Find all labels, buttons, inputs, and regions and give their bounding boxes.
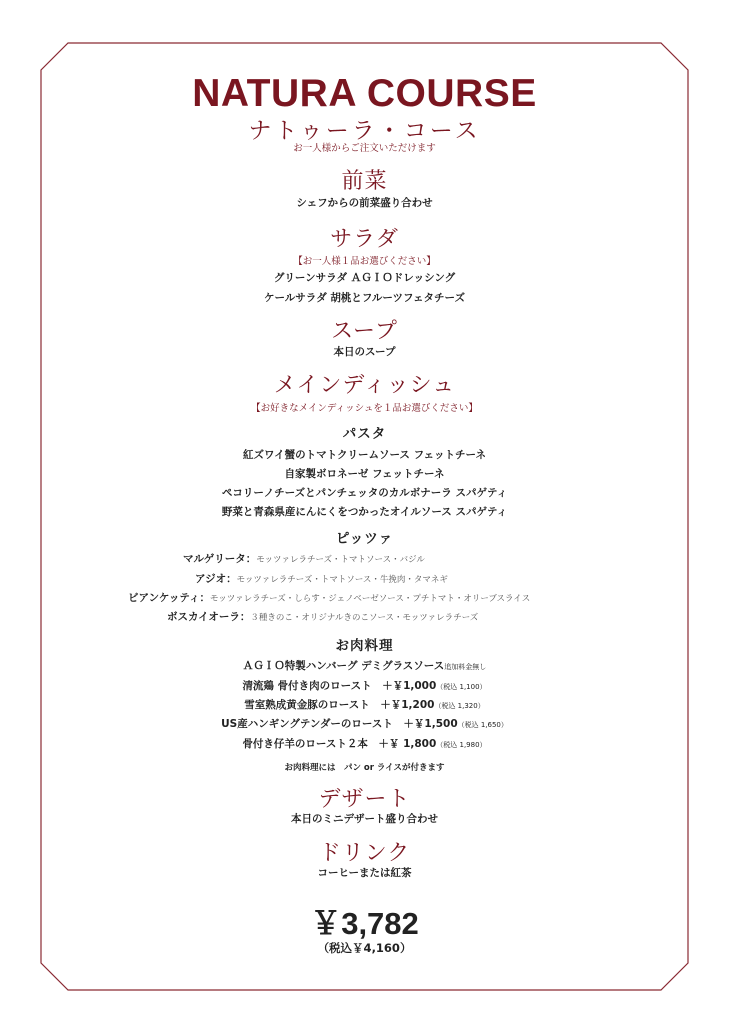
salad-item: ケールサラダ 胡桃とフルーツフェタチーズ xyxy=(264,292,465,304)
pasta-item: 紅ズワイ蟹のトマトクリームソース フェットチーネ xyxy=(242,449,487,461)
appetizer-heading: 前菜 xyxy=(341,169,388,194)
pizza-item xyxy=(167,609,478,624)
main-dish-note: 【お好きなメインディッシュを１品お選びください】 xyxy=(251,403,478,414)
pizza-desc: モッツァレラチーズ・トマトソース・牛挽肉・タマネギ xyxy=(236,575,448,585)
pizza-name: マルゲリータ： xyxy=(183,553,257,565)
salad-note: 【お一人様１品お選びください】 xyxy=(293,256,436,267)
meat-name: 清流鶏 骨付き肉のロースト ＋￥1,000 xyxy=(242,680,437,692)
pizza-desc: モッツァレラチーズ・しらす・ジェノベーゼソース・プチトマト・オリーブスライス xyxy=(210,594,531,604)
pizza-name: ボスカイオーラ： xyxy=(167,611,251,623)
meat-extra: 追加料金無し xyxy=(444,663,487,671)
pasta-item: ペコリーノチーズとパンチェッタのカルボナーラ スパゲティ xyxy=(221,487,508,499)
pizza-item xyxy=(195,571,448,586)
pizza-desc: ３種きのこ・オリジナルきのこソース・モッツァレラチーズ xyxy=(250,613,479,623)
meat-extra: （税込 1,100） xyxy=(436,683,487,691)
meat-name: US産ハンギングテンダーのロースト ＋￥1,500 xyxy=(221,718,458,730)
course-title: NATURA COURSE xyxy=(192,72,537,115)
meat-extra: （税込 1,320） xyxy=(434,702,485,710)
meat-note: お肉料理には パン or ライスが付きます xyxy=(284,763,445,773)
main-dish-heading: メインディッシュ xyxy=(273,373,456,398)
pizza-desc: モッツァレラチーズ・トマトソース・バジル xyxy=(256,555,425,565)
drink-heading: ドリンク xyxy=(318,841,411,866)
pizza-heading: ピッツァ xyxy=(335,531,394,547)
dessert-heading: デザート xyxy=(318,787,411,812)
order-note: お一人様からご注文いただけます xyxy=(293,143,436,154)
soup-heading: スープ xyxy=(331,319,398,344)
meat-item xyxy=(0,736,729,751)
meat-item xyxy=(0,658,729,673)
salad-item: グリーンサラダ ＡＧＩＯドレッシング xyxy=(273,272,456,284)
pizza-name: ビアンケッティ： xyxy=(128,592,211,604)
pizza-item xyxy=(183,551,425,566)
course-price-tax: （税込￥4,160） xyxy=(317,941,412,955)
pizza-name: アジオ： xyxy=(195,573,237,585)
pasta-heading: パスタ xyxy=(342,426,387,442)
meat-item xyxy=(0,697,729,712)
soup-item: 本日のスープ xyxy=(333,346,396,358)
meat-heading: お肉料理 xyxy=(335,638,394,654)
meat-name: 骨付き仔羊のロースト２本 ＋￥ 1,800 xyxy=(242,738,437,750)
meat-item xyxy=(0,678,729,693)
meat-name: 雪室熟成黄金豚のロースト ＋￥1,200 xyxy=(244,699,435,711)
appetizer-item: シェフからの前菜盛り合わせ xyxy=(296,197,433,209)
dessert-item: 本日のミニデザート盛り合わせ xyxy=(291,813,438,825)
meat-name: ＡＧＩＯ特製ハンバーグ デミグラスソース xyxy=(242,660,445,672)
drink-item: コーヒーまたは紅茶 xyxy=(317,867,412,879)
salad-heading: サラダ xyxy=(330,227,399,252)
meat-extra: （税込 1,980） xyxy=(436,741,487,749)
pasta-item: 自家製ボロネーゼ フェットチーネ xyxy=(284,468,445,480)
course-subtitle: ナトゥーラ・コース xyxy=(248,118,481,144)
meat-item xyxy=(0,716,729,731)
pasta-item: 野菜と青森県産にんにくをつかったオイルソース スパゲティ xyxy=(221,506,508,518)
meat-extra: （税込 1,650） xyxy=(457,721,508,729)
pizza-item xyxy=(128,590,530,605)
course-price: ￥3,782 xyxy=(310,906,419,941)
